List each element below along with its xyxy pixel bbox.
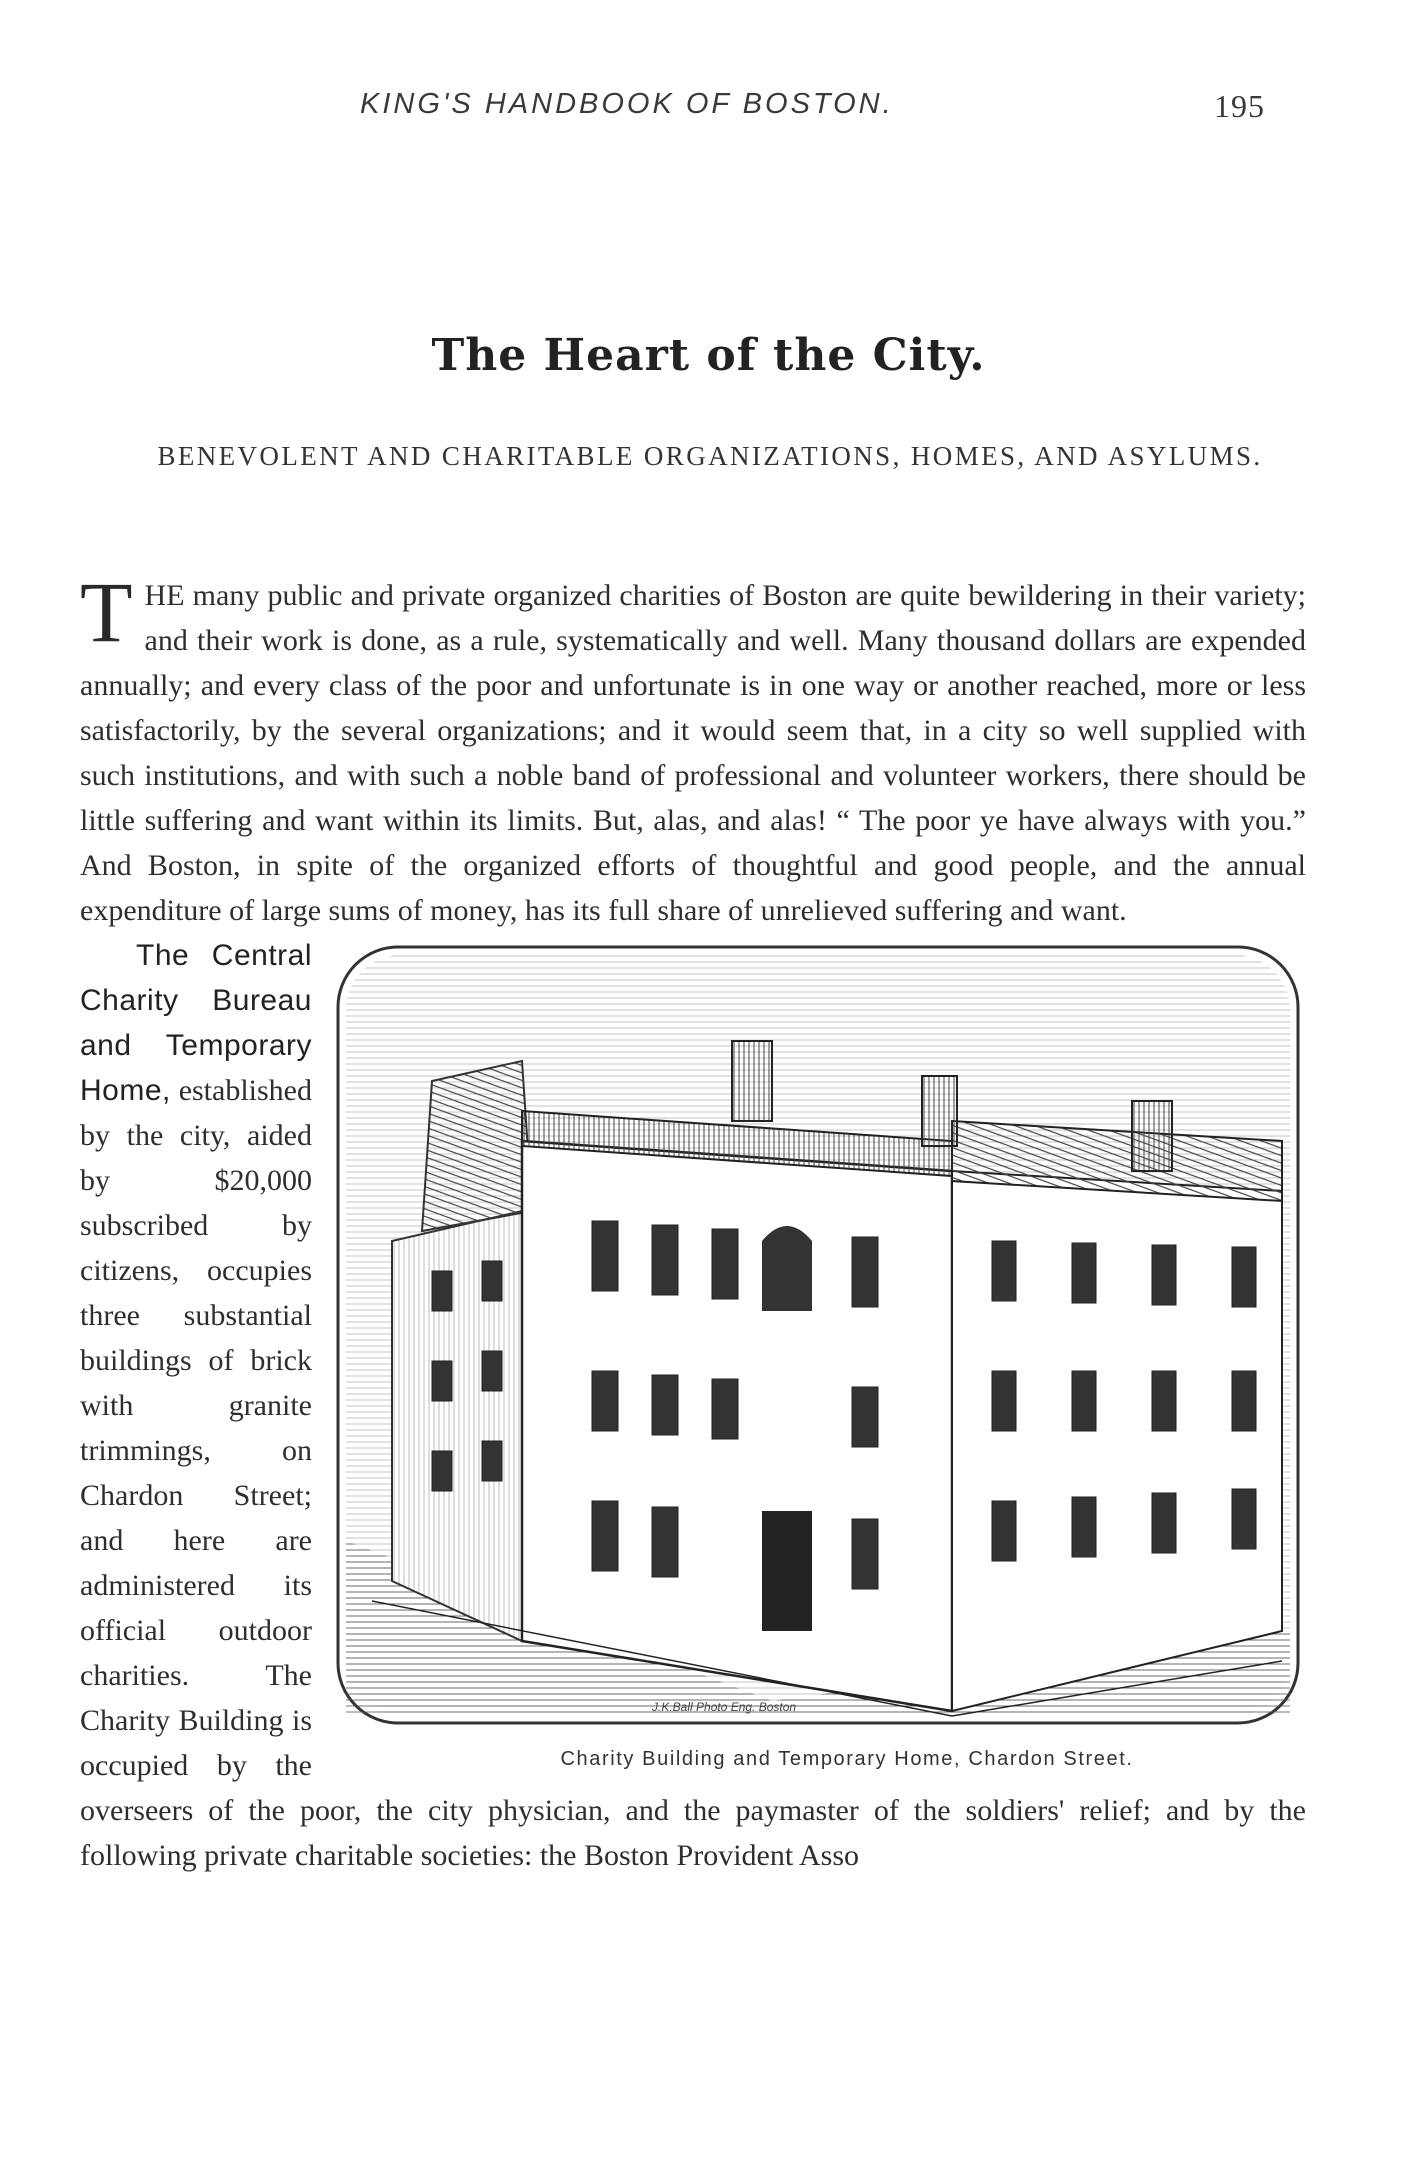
paragraph-1-text: HE many public and private organized charities of Boston are quite bewildering in their variety; and their work is done, as a rule, systematically and well. Many thousand dollars are expended annually; and every class of the poor and unfortunate is in one way or another reached, more or less satisfactorily, by the several organizations; and it would seem that, in a city so well supplied with such institutions, and with such a noble band of professional and volunteer workers, there should be little suffering and want within its limits. But, alas, and alas! “ The poor ye have always with you.” And Boston, in spite of the organized efforts of thoughtful and good people, and the annual expenditure of large sums of money, has its full share of unrelieved suffering and want. xyxy=(80,579,1306,927)
chapter-title: The Heart of the City. xyxy=(431,330,986,381)
page-number: 195 xyxy=(1214,88,1265,124)
engraver-signature: J.K.Ball Photo Eng. Boston xyxy=(652,1700,797,1714)
paragraph-2-lead: The Central Charity Bureau and Temporary Home, xyxy=(80,939,312,1107)
chapter-subtitle: BENEVOLENT AND CHARITABLE ORGANIZATIONS, HOMES, AND ASYLUMS. xyxy=(157,441,1263,471)
figure xyxy=(332,941,1306,1769)
body-text xyxy=(80,564,1306,1878)
chimney xyxy=(732,1041,772,1121)
running-title: KING'S HANDBOOK OF BOSTON. xyxy=(360,88,894,120)
central-arched-window xyxy=(762,1226,812,1311)
building-engraving xyxy=(332,941,1306,1731)
paragraph-2 xyxy=(80,933,1306,1878)
drop-cap: T xyxy=(80,564,133,660)
running-head xyxy=(0,88,1417,128)
entrance-door xyxy=(762,1511,812,1631)
chimney xyxy=(1132,1101,1172,1171)
paragraph-1 xyxy=(80,564,1306,933)
paragraph-2-text: established by the city, aided by $20,000 subscribed by citizens, occupies three substantial buildings of brick with granite trimmings, on Chardon Street; and here are administered its official outdoor charities. The Charity Building is occupied by the overseers of the poor, the city physician, and the paymaster of the soldiers' relief; and by the following private charitable societies: the Boston Provident Asso xyxy=(80,1074,1306,1872)
chimney xyxy=(922,1076,957,1146)
figure-caption: Charity Building and Temporary Home, Chardon Street. xyxy=(560,1748,1134,1770)
left-tower-roof xyxy=(422,1061,532,1231)
